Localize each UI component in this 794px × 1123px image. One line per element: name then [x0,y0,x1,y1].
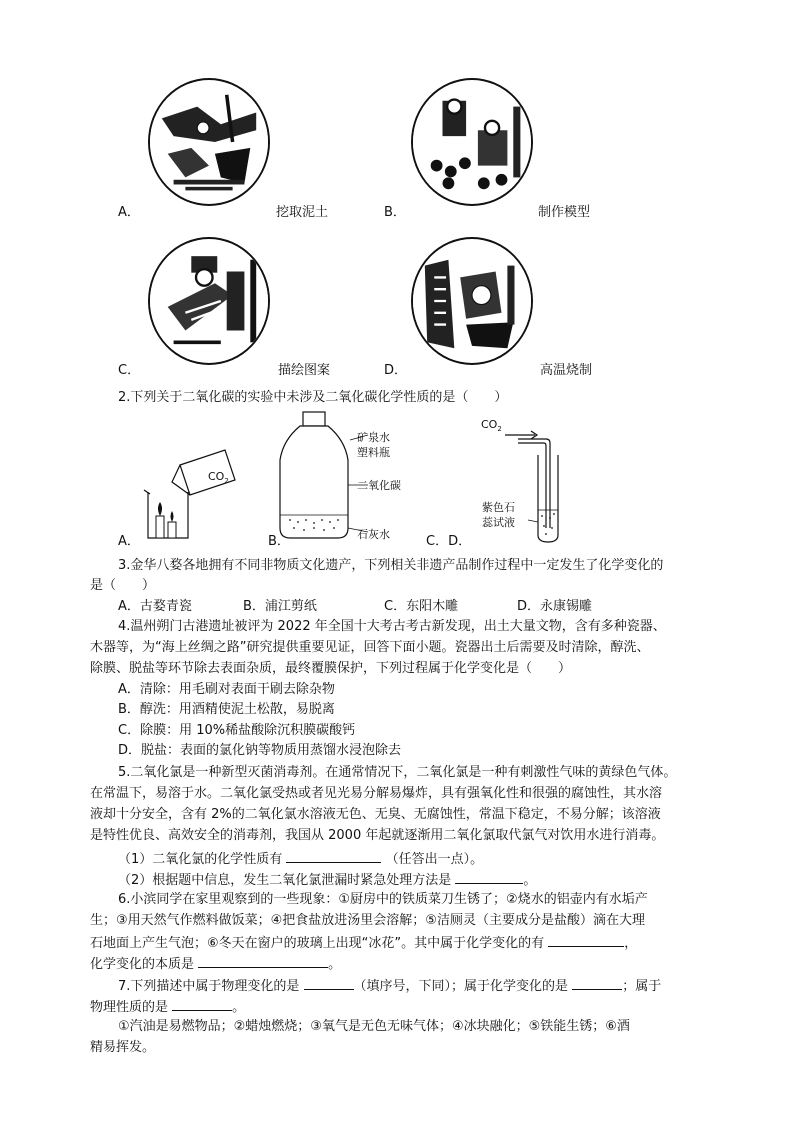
q3-option-a[interactable]: A．古婺青瓷 [118,599,192,614]
q3-stem-line1: 3.金华八婺各地拥有不同非物质文化遗产，下列相关非遗产品制作过程中一定发生了化学变化的 [118,558,664,573]
q2-label-bottle-top: 矿泉水 [357,431,390,444]
q5-line-1: 5.二氧化氯是一种新型灭菌消毒剂。在通常情况下，二氧化氯是一种有刺激性气味的黄绿色气体。 [118,765,677,780]
painting-pattern-icon [150,239,268,363]
q5-sub1: （1）二氧化氯的化学性质有 （任答出一点）。 [118,848,483,870]
q2-label-bottle-gas: 二氧化碳 [357,479,401,492]
q1-option-b-letter[interactable]: B． [384,205,406,220]
q4-line-2: 木器等，为“海上丝绸之路”研究提供重要见证，回答下面小题。瓷器出土后需要及时清除，醇洗、 [90,640,650,655]
q1-option-b-caption: 制作模型 [538,205,591,220]
q7-physical-property-blank[interactable] [172,996,232,1011]
q5-sub2-answer-blank[interactable] [455,869,523,884]
q4-option-a[interactable]: A．清除：用毛刷对表面干刷去除杂物 [118,682,335,697]
q1-option-c-letter[interactable]: C． [118,363,141,378]
q2-option-a[interactable]: A． [118,534,140,549]
pouring-co2-candle-apparatus [144,450,235,538]
q3-option-d[interactable]: D．永康锡雕 [517,599,593,614]
digging-clay-icon [150,80,268,204]
q2-label-co2-arrow: $CO_2$ [481,418,502,434]
q4-line-3: 除膜、脱盐等环节除去表面杂质，最终覆膜保护，下列过程属于化学变化是（ ） [90,661,572,676]
q6-line-4: 化学变化的本质是 。 [90,953,341,975]
q2-option-b[interactable]: B． [268,534,290,549]
q5-sub1-answer-blank[interactable] [286,848,381,863]
illustration-making-model [411,78,533,206]
q6-line-3: 石地面上产生气泡；⑥冬天在窗户的玻璃上出现“冰花”。其中属于化学变化的有 ， [90,932,637,954]
illustration-kiln-firing [411,237,533,365]
q5-line-3: 液却十分安全，含有 2%的二氧化氯水溶液无色、无臭、无腐蚀性，常温下稳定，不易分解；该溶液 [90,807,661,822]
kiln-firing-icon [413,239,531,363]
q6-line-1: 6.小滨同学在家里观察到的一些现象：①厨房中的铁质菜刀生锈了；②烧水的铝壶内有水垢产 [118,892,648,907]
q3-option-c[interactable]: C．东阳木雕 [384,599,459,614]
q2-label-co2-bottle: $CO_2$ [208,470,229,486]
q1-option-d-letter[interactable]: D． [384,363,408,378]
q6-line-2: 生；③用天然气作燃料做饭菜；④把食盐放进汤里会溶解；⑤洁厕灵（主要成分是盐酸）滴在大理 [90,913,645,928]
q5-line-2: 在常温下，易溶于水。二氧化氯受热或者见光易分解易爆炸，具有强氧化性和很强的腐蚀性，其水溶 [90,786,663,801]
q7-line-1: 7.下列描述中属于物理变化的是 （填序号，下同）；属于化学变化的是 ；属于 [118,975,661,997]
q3-option-b[interactable]: B．浦江剪纸 [243,599,317,614]
q7-line-2: 物理性质的是 。 [90,996,245,1018]
q1-option-d-caption: 高温烧制 [540,363,593,378]
q2-label-bottle-bottom: 石灰水 [357,528,390,541]
q2-label-bottle-mid: 塑料瓶 [357,446,390,459]
making-model-icon [413,80,531,204]
q4-option-c[interactable]: C．除膜：用 10%稀盐酸除沉积膜碳酸钙 [118,723,356,738]
q5-sub2: （2）根据题中信息，发生二氧化氯泄漏时紧急处理方法是 。 [118,869,536,891]
q5-line-4: 是特性优良、高效安全的消毒剂，我国从 2000 年起就逐渐用二氧化氯取代氯气对饮用水进行消毒。 [90,828,665,843]
q6-essence-blank[interactable] [198,953,328,968]
q2-stem: 2.下列关于二氧化碳的实验中未涉及二氧化碳化学性质的是（ ） [118,390,508,405]
q7-chemical-change-blank[interactable] [572,975,622,990]
q7-line-4: 精易挥发。 [90,1040,156,1055]
illustration-painting-pattern [148,237,270,365]
q1-option-a-letter[interactable]: A． [118,205,140,220]
q1-option-c-caption: 描绘图案 [278,363,331,378]
q6-chemical-change-blank[interactable] [548,932,624,947]
q2-label-tube-1: 紫色石 [482,501,515,514]
q3-stem-line2: 是（ ） [90,578,156,593]
q7-line-3: ①汽油是易燃物品；②蜡烛燃烧；③氧气是无色无味气体；④冰块融化；⑤铁能生锈；⑥酒 [118,1019,630,1034]
q4-line-1: 4.温州朔门古港遗址被评为 2022 年全国十大考古考古新发现，出土大量文物，含有多种瓷器、 [118,619,666,634]
illustration-digging-clay [148,78,270,206]
plastic-bottle-apparatus [280,412,368,538]
q2-label-tube-2: 蕊试液 [482,516,515,529]
q4-option-d[interactable]: D．脱盐：表面的氯化钠等物质用蒸馏水浸泡除去 [118,743,402,758]
q2-option-cd[interactable]: C．D． [426,534,472,549]
q1-option-a-caption: 挖取泥土 [276,205,329,220]
q4-option-b[interactable]: B．醇洗：用酒精使泥土松散，易脱离 [118,702,335,717]
q7-physical-change-blank[interactable] [304,975,354,990]
